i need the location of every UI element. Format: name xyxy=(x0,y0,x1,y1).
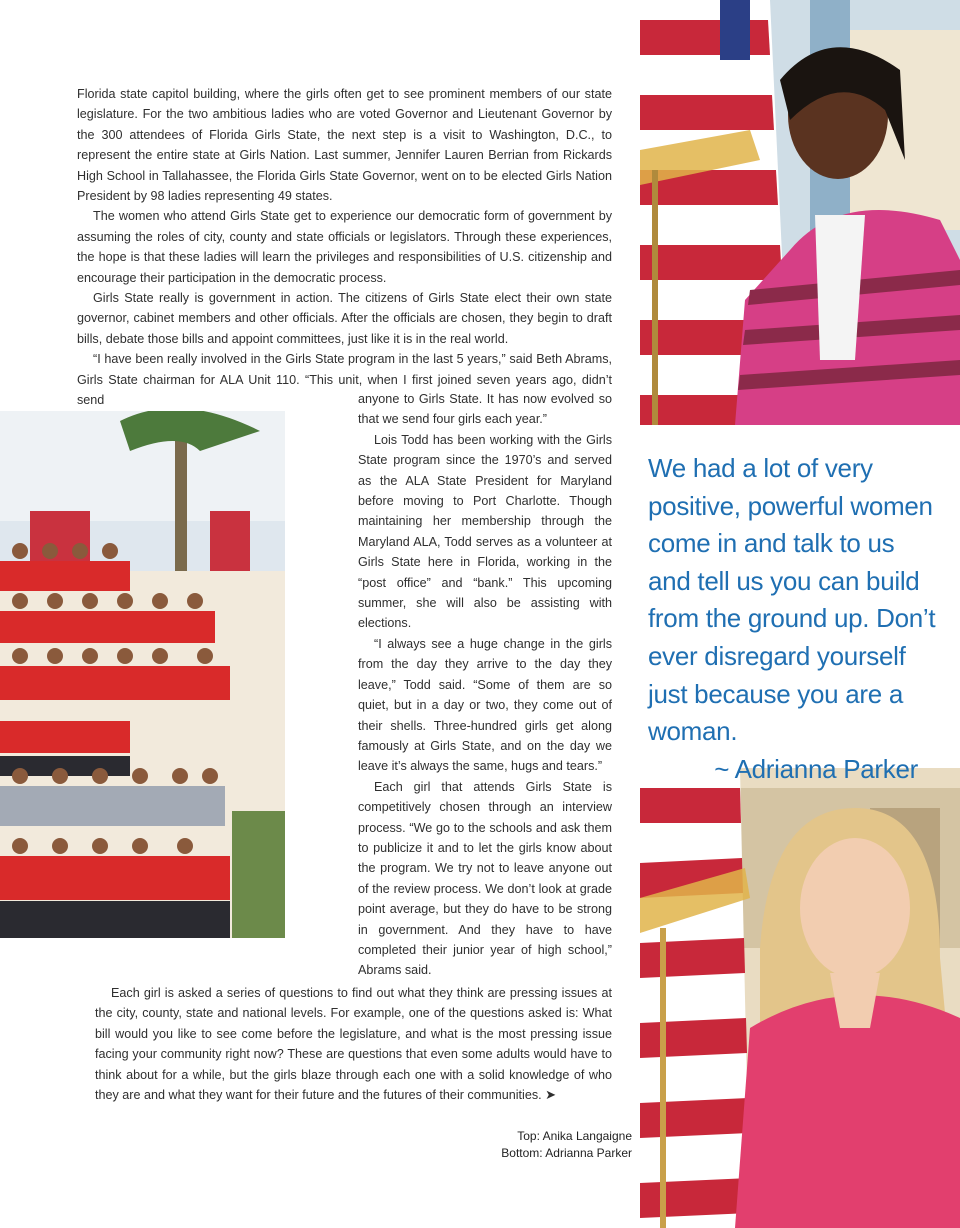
article-paragraph-5: Lois Todd has been working with the Girls State program since the 1970’s and served as the ALA State President for Maryland before moving to Port Charlotte. Though maintaining her membership through the Maryland ALA, Todd serves as a volunteer at Girls State here in Florida, working in the “post office” and “bank.” This upcoming summer, she will also be assisting with elections. xyxy=(358,432,612,631)
continue-arrow-icon: ➤ xyxy=(545,1087,557,1103)
photo-caption xyxy=(501,1128,632,1162)
portrait-illustration-top xyxy=(640,0,960,425)
article-paragraph-2: The women who attend Girls State get to experience our democratic form of government by assuming the roles of city, county and state officials or legislators. Through these experiences, the hope is that these ladies will learn the privileges and responsibilities of U.S. citizenship and encourage their participation in the democratic process. xyxy=(77,209,612,285)
caption-top: Top: Anika Langaigne xyxy=(517,1129,632,1143)
article-paragraph-8-text: Each girl is asked a series of questions to find out what they think are pressing issues at the city, county, state and national levels. For example, one of the questions asked is: What bill would you like to see come before the legislature, and what is the most pressing issue facing your community right now? These are questions that even some adults would have to think about for a while, but the girls blaze through each one with a solid knowledge of who they are and what they want for their future and the futures of their communities. xyxy=(95,986,612,1103)
article-body-top xyxy=(77,84,612,411)
photo-anika-langaigne xyxy=(640,0,960,425)
pull-quote-text: We had a lot of very positive, powerful women come in and talk to us and tell us you can build from the ground up. Don’t ever disregard yourself just because you are a woman. xyxy=(648,453,936,747)
pull-quote-attribution: ~ Adrianna Parker xyxy=(714,753,918,784)
group-illustration xyxy=(0,411,285,938)
article-body-narrow xyxy=(358,389,612,981)
photo-girls-state-group xyxy=(0,411,285,938)
article-paragraph-8 xyxy=(95,983,612,1105)
article-paragraph-7: Each girl that attends Girls State is competitively chosen through an interview process. “We go to the schools and ask them to publicize it and to let the girls know about the program. We try not to leave anyone out of the review process. We don’t look at grade point average, but they do have to be strong in government. And they have to have completed their junior year of high school,” Abrams said. xyxy=(358,779,612,978)
article-paragraph-1: Florida state capitol building, where the girls often get to see prominent members of our state legislature. For the two ambitious ladies who are voted Governor and Lieutenant Governor by the 300 attendees of Florida Girls State, the next step is a visit to Washington, D.C., to represent the entire state at Girls Nation. Last summer, Jennifer Lauren Berrian from Rickards High School in Tallahassee, the Florida Girls State Governor, went on to be elected Girls Nation President by 98 ladies representing 49 states. xyxy=(77,87,612,204)
article-body-bottom xyxy=(95,983,612,1105)
article-paragraph-4-start: “I have been really involved in the Girls State program in the last 5 years,” said Beth Abrams, Girls State chairman for ALA Unit 110. “This unit, when I first joined seven years ago, didn’t send xyxy=(77,352,612,408)
caption-bottom: Bottom: Adrianna Parker xyxy=(501,1146,632,1160)
photo-adrianna-parker xyxy=(640,768,960,1228)
article-paragraph-3: Girls State really is government in action. The citizens of Girls State elect their own state governor, cabinet members and other officials. After the officials are chosen, they begin to draft bills, debate those bills and appoint committees, just like it is in the real world. xyxy=(77,291,612,346)
article-paragraph-6: “I always see a huge change in the girls from the day they arrive to the day they leave,” Todd said. “Some of them are so quiet, but in a day or two, they come out of their shells. Three-hundred girls get along famously at Girls State, and on the day we leave it’s always the same, hugs and tears.” xyxy=(358,636,612,774)
article-paragraph-4-end: anyone to Girls State. It has now evolved so that we send four girls each year.” xyxy=(358,392,612,427)
pull-quote xyxy=(648,450,938,788)
portrait-illustration-bottom xyxy=(640,768,960,1228)
